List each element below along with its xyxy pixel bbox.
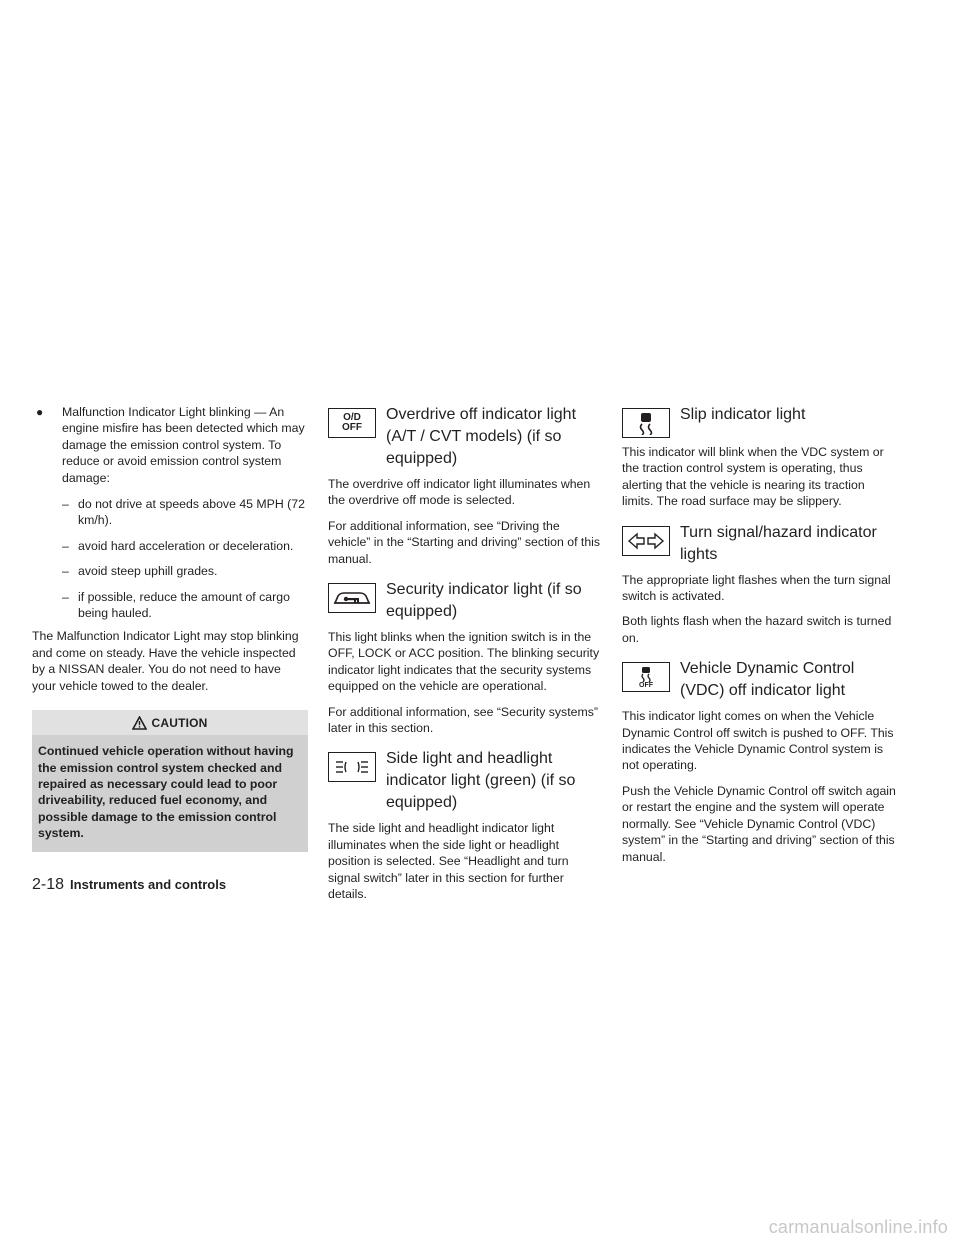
slip-title: Slip indicator light xyxy=(680,406,806,423)
list-item: – do not drive at speeds above 45 MPH (72 km/h). xyxy=(62,497,305,528)
od-paragraph-1: The overdrive off indicator light illuminates when the overdrive off mode is selected. xyxy=(328,477,591,508)
turn-signal-arrows-icon xyxy=(622,526,670,556)
turn-paragraph-2: Both lights flash when the hazard switch is turned on. xyxy=(622,614,892,645)
mil-bullet xyxy=(32,404,308,486)
sidelight-paragraph-1: The side light and headlight indicator light illuminates when the side light or headlight position is selected. See “Headlight and turn signal switch” later in this section for further details. xyxy=(328,821,569,902)
turn-paragraph-1: The appropriate light flashes when the turn signal switch is activated. xyxy=(622,572,891,604)
sidelight-section-heading xyxy=(328,748,604,814)
caution-text: Continued vehicle operation without having the emission control system checked and repaired as necessary could lead to poor driveability, reduced fuel economy, and possible damage to the emission control system. xyxy=(32,735,308,851)
sidelight-title: Side light and headlight indicator light (green) (if so equipped) xyxy=(386,750,576,812)
caution-box xyxy=(32,710,308,851)
section-title: Instruments and controls xyxy=(70,877,227,892)
watermark: carmanualsonline.info xyxy=(768,1217,948,1237)
mil-paragraph: The Malfunction Indicator Light may stop blinking and come on steady. Have the vehicle inspected by a NISSAN dealer. You do not need to have your vehicle towed to the dealer. xyxy=(32,629,299,693)
column-left xyxy=(32,404,308,852)
warning-triangle-icon xyxy=(132,716,147,730)
column-right xyxy=(622,404,898,865)
bullet-dot-icon: ● xyxy=(36,405,44,419)
page-footer xyxy=(32,876,226,894)
security-paragraph-2: For additional information, see “Security systems” later in this section. xyxy=(328,704,598,736)
vdc-off-icon: OFF xyxy=(622,662,670,692)
vdc-section-heading xyxy=(622,658,898,702)
security-section-heading xyxy=(328,579,604,623)
list-item: – avoid hard acceleration or deceleration. xyxy=(62,538,294,553)
slip-paragraph-1: This indicator will blink when the VDC system or the traction control system is operating, thus alerting that the vehicle is nearing its traction limits. The road surface may be slippery. xyxy=(622,445,884,509)
od-section-heading xyxy=(328,404,604,470)
od-off-icon: O/D OFF xyxy=(328,408,376,438)
list-item: – if possible, reduce the amount of cargo being hauled. xyxy=(62,589,290,621)
turn-title: Turn signal/hazard indicator lights xyxy=(680,523,877,563)
slip-section-heading xyxy=(622,404,898,438)
mil-dash-list xyxy=(62,496,308,621)
mil-bullet-text: Malfunction Indicator Light blinking — An engine misfire has been detected which may damage the emission control system. To reduce or avoid emission control system damage: xyxy=(62,405,305,485)
caution-header xyxy=(32,710,308,735)
security-car-key-icon xyxy=(328,583,376,613)
vdc-title: Vehicle Dynamic Control (VDC) off indicator light xyxy=(680,660,855,700)
security-paragraph-1: This light blinks when the ignition switch is in the OFF, LOCK or ACC position. The blinking security indicator light indicates that the security systems equipped on the vehicle are operational. xyxy=(328,630,600,694)
vdc-paragraph-2: Push the Vehicle Dynamic Control off switch again or restart the engine and the system will operate normally. See “Vehicle Dynamic Control (VDC) system” in the “Starting and driving” section of this manual. xyxy=(622,783,896,864)
column-middle xyxy=(328,404,604,903)
list-item: – avoid steep uphill grades. xyxy=(62,564,218,579)
caution-title: CAUTION xyxy=(151,715,208,730)
vdc-paragraph-1: This indicator light comes on when the Vehicle Dynamic Control off switch is pushed to OFF. This indicates the Vehicle Dynamic Control system is not operating. xyxy=(622,709,894,773)
turn-section-heading xyxy=(622,522,898,566)
headlight-icon xyxy=(328,752,376,782)
od-title: Overdrive off indicator light (A/T / CVT models) (if so equipped) xyxy=(386,406,577,467)
page-number: 2-18 xyxy=(32,876,65,893)
slip-car-icon xyxy=(622,408,670,438)
security-title: Security indicator light (if so equipped) xyxy=(386,581,582,621)
od-paragraph-2: For additional information, see “Driving the vehicle” in the “Starting and driving” section of this manual. xyxy=(328,518,601,566)
